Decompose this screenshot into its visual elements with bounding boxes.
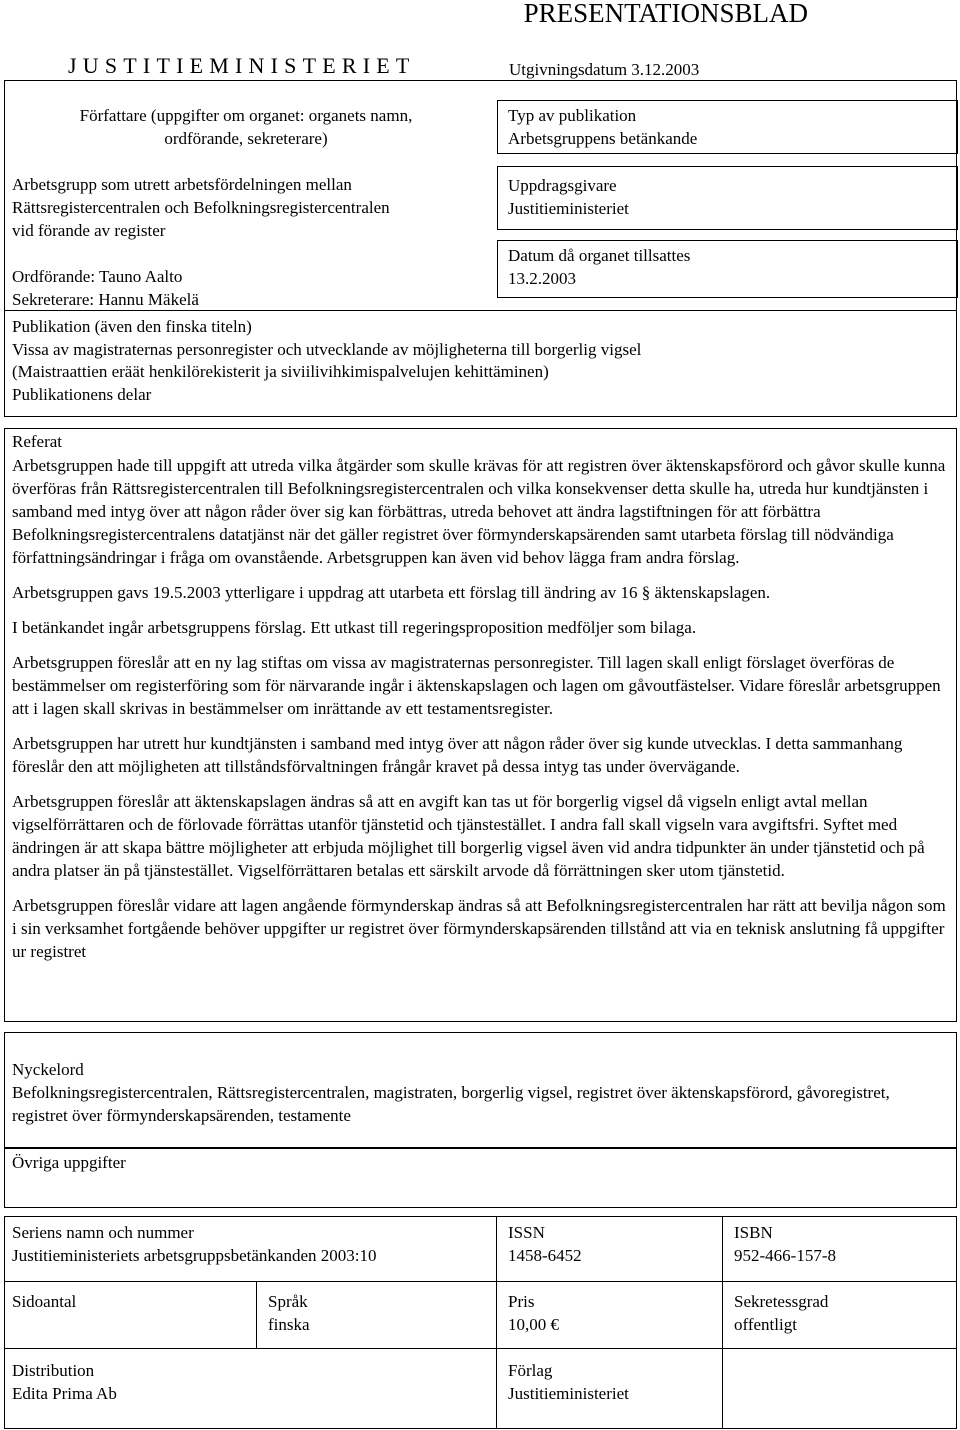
author-group [12, 173, 492, 242]
publication-divider [4, 310, 957, 311]
pages-label: Sidoantal [12, 1292, 77, 1311]
isbn-value: 952-466-157-8 [734, 1246, 836, 1265]
abstract-paragraph: Arbetsgruppen föreslår att en ny lag stiftas om vissa av magistraternas personregister. Till lagen skall enligt förslaget överföras de bestämmelser om registerföring som för närvarande ingår i äktenskapslagen och lagen om gåvoutfästelser. Vidare föreslår arbetsgruppen att i lagen skall skrivas in bestämmelser om inrättande av ett testamentsregister. [12, 653, 941, 718]
author-group-line-3: vid förande av register [12, 221, 166, 240]
abstract-paragraph: Arbetsgruppen gavs 19.5.2003 ytterligare i uppdrag att utarbeta ett förslag till ändring av 16 § äktenskapslagen. [12, 583, 771, 602]
secretary: Sekreterare: Hannu Mäkelä [12, 290, 199, 309]
table-column-divider [496, 1216, 497, 1429]
publication-title-sv: Vissa av magistraternas personregister och utvecklande av möjligheterna till borgerlig vigsel [12, 340, 642, 359]
abstract-paragraph: Arbetsgruppen hade till uppgift att utreda vilka åtgärder som skulle krävas för att registren över äktenskapsförord och gåvor skulle kunna överföras från Rättsregistercentralen till Befolkningsregistercentralen och vilka konsekvenser detta skulle ha, utreda hur kundtjänsten i samband med intyg över att någon råder över sig kan förbättras, utreda behovet att ändra lagstiftningen för att förbättra Befolkningsregistercentralens datatjänst när det gäller registret över förmynderskapsärenden samt utarbeta förslag till nödvändiga författningsändringar i fråga om ovanstående. Arbetsgruppen kan även vid behov lägga fram andra förslag. [12, 456, 946, 567]
keywords-label: Nyckelord [12, 1060, 84, 1079]
series-cell [12, 1221, 377, 1267]
commissioner-label: Uppdragsgivare [508, 176, 617, 195]
other-info-box [4, 1148, 957, 1208]
keywords-value: Befolkningsregistercentralen, Rättsregistercentralen, magistraten, borgerlig vigsel, registret över äktenskapsförord, gåvoregistret, registret över förmynderskapsärenden, testamente [12, 1083, 890, 1125]
distribution-label: Distribution [12, 1361, 95, 1380]
date-appointed-label: Datum då organet tillsattes [508, 246, 691, 265]
publication-title-fi: (Maistraattien eräät henkilörekisterit ja siviilivihkimispalvelujen kehittäminen) [12, 362, 549, 381]
table-row-divider [4, 1281, 957, 1282]
chairman: Ordförande: Tauno Aalto [12, 267, 183, 286]
date-appointed-value: 13.2.2003 [508, 269, 576, 288]
abstract-paragraph: I betänkandet ingår arbetsgruppens förslag. Ett utkast till regeringsproposition medföljer som bilaga. [12, 618, 697, 637]
issn-cell [508, 1221, 582, 1267]
series-label: Seriens namn och nummer [12, 1223, 194, 1242]
distribution-cell [12, 1359, 117, 1405]
language-label: Språk [268, 1292, 308, 1311]
abstract-paragraph: Arbetsgruppen föreslår att äktenskapslagen ändras så att en avgift kan tas ut för borgerlig vigsel då vigseln enligt avtal mellan vigselförrättaren och de förlovade förrättas utanför tjänstetid och tjänstestället. I andra fall skall vigseln vara avgiftsfri. Syftet med ändringen är att skapa bättre möjligheter att erbjuda möjlighet till borgerlig vigsel även vid andra tidpunkter än under tjänstetid och på andra platser än på tjänstestället. Vigselförrättaren betalas ett särskilt arvode då förrättningen sker utom tjänstetid. [12, 792, 925, 880]
table-row-divider [4, 1348, 957, 1349]
ministry-name: JUSTITIEMINISTERIET [68, 53, 416, 78]
commissioner-value: Justitieministeriet [508, 199, 629, 218]
abstract-paragraph: Arbetsgruppen föreslår vidare att lagen angående förmynderskap ändras så att Befolkningsregistercentralen har rätt att bevilja någon som i sin verksamhet fortgående behöver uppgifter ur registret över förmynderskapsärenden tillstånd att via en teknisk anslutning få uppgifter ur registret [12, 896, 946, 961]
publication-type-label: Typ av publikation [508, 106, 637, 125]
publication-parts-label: Publikationens delar [12, 385, 152, 404]
publication-label: Publikation (även den finska titeln) [12, 317, 252, 336]
confidentiality-value: offentligt [734, 1315, 797, 1334]
distribution-value: Edita Prima Ab [12, 1384, 117, 1403]
document-type-title: PRESENTATIONSBLAD [523, 0, 808, 28]
author-label-line-2: ordförande, sekreterare) [164, 129, 328, 148]
abstract-label: Referat [12, 432, 63, 451]
author-label [4, 104, 488, 150]
table-column-divider [256, 1281, 257, 1348]
isbn-label: ISBN [734, 1223, 773, 1242]
price-cell [508, 1290, 559, 1336]
author-group-line-2: Rättsregistercentralen och Befolkningsregistercentralen [12, 198, 390, 217]
isbn-cell [734, 1221, 836, 1267]
issn-label: ISSN [508, 1223, 545, 1242]
confidentiality-label: Sekretessgrad [734, 1292, 829, 1311]
table-column-divider [722, 1216, 723, 1429]
publisher-label: Förlag [508, 1361, 553, 1380]
price-value: 10,00 € [508, 1315, 559, 1334]
other-info-label: Övriga uppgifter [12, 1153, 126, 1172]
confidentiality-cell [734, 1290, 828, 1336]
series-value: Justitieministeriets arbetsgruppsbetänkanden 2003:10 [12, 1246, 377, 1265]
author-group-line-1: Arbetsgrupp som utrett arbetsfördelningen mellan [12, 175, 352, 194]
issue-date: Utgivningsdatum 3.12.2003 [509, 60, 700, 79]
issn-value: 1458-6452 [508, 1246, 582, 1265]
abstract-paragraph: Arbetsgruppen har utrett hur kundtjänsten i samband med intyg över att någon råder över sig kunde utvecklas. I detta sammanhang föreslår den att möjligheten att tillståndsförvaltningen frångår kravet på dessa intyg tas under övervägande. [12, 734, 903, 776]
author-label-line-1: Författare (uppgifter om organet: organets namn, [79, 106, 413, 125]
language-cell [268, 1290, 310, 1336]
publication-type-value: Arbetsgruppens betänkande [508, 129, 698, 148]
language-value: finska [268, 1315, 310, 1334]
publisher-cell [508, 1359, 629, 1405]
price-label: Pris [508, 1292, 535, 1311]
abstract-text [12, 454, 947, 975]
pages-cell [12, 1290, 76, 1313]
publisher-value: Justitieministeriet [508, 1384, 629, 1403]
